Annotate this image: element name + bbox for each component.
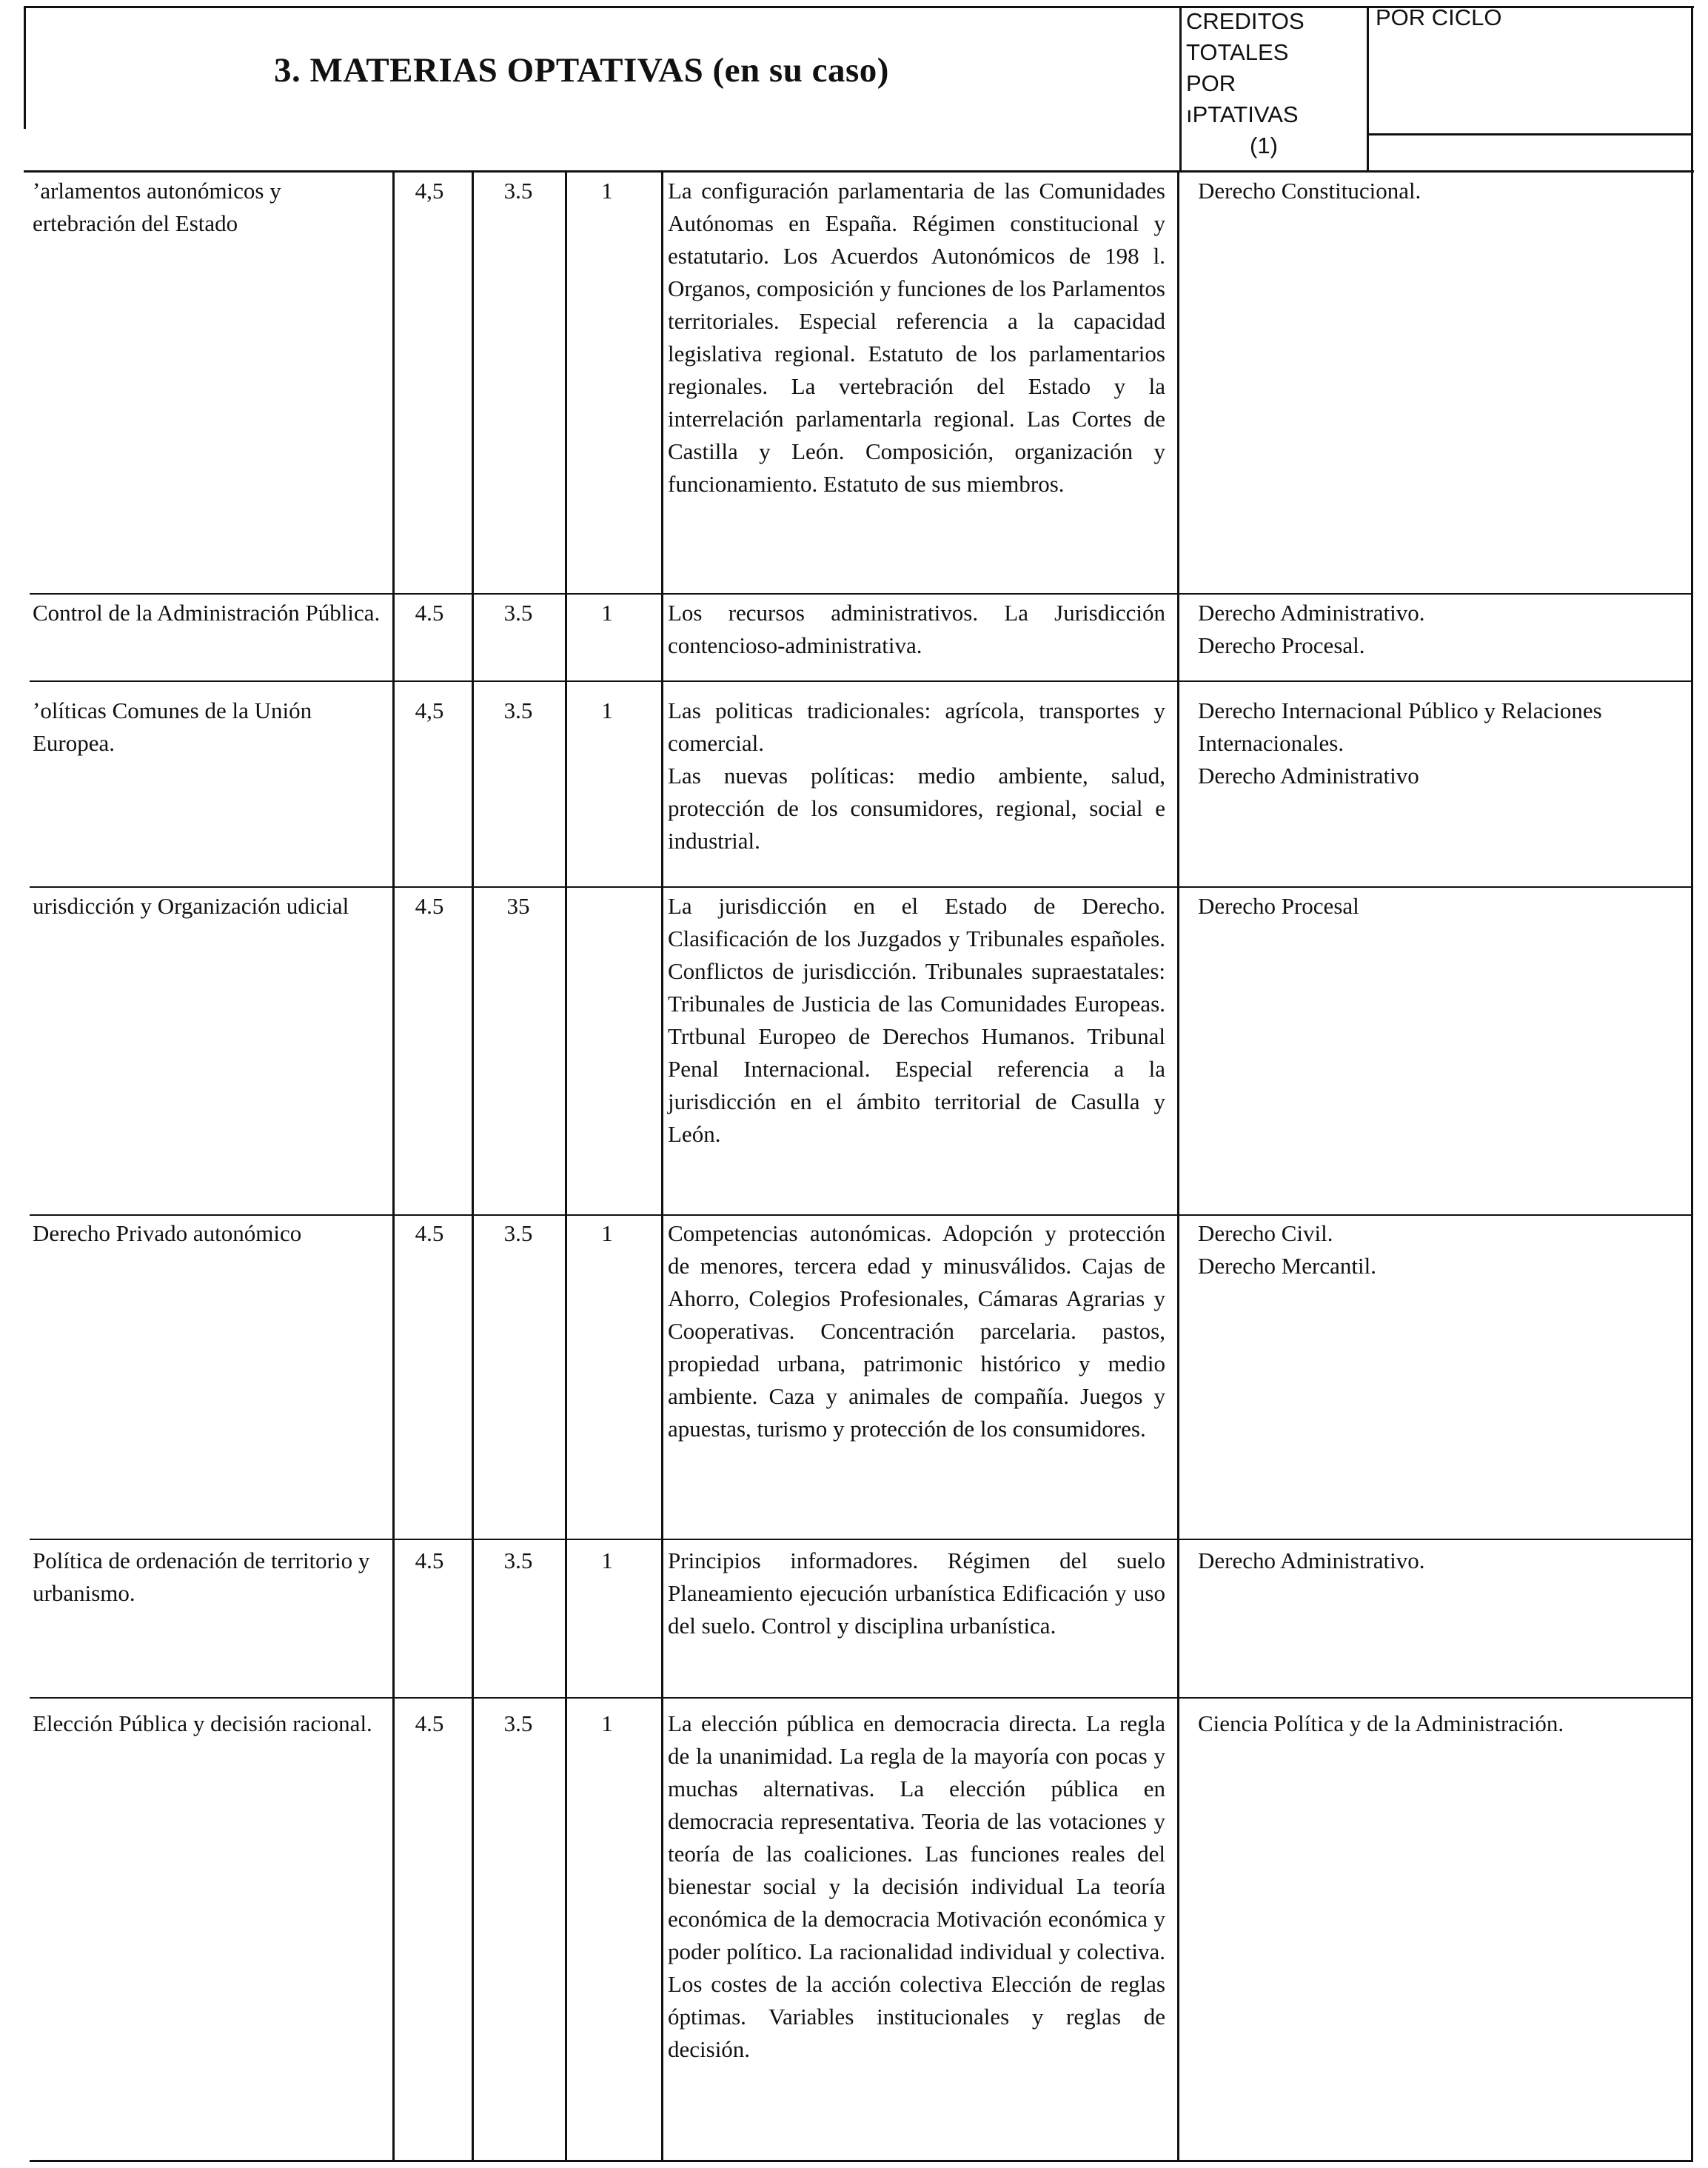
col-rule-c3	[661, 173, 663, 2162]
col-rule-c2	[565, 173, 567, 2162]
materia-name: ʼolíticas Comunes de la Unión Europea.	[33, 697, 312, 756]
col-rule-desc	[1177, 173, 1179, 2162]
creditos-header	[1186, 6, 1364, 161]
materia-description: Principios informadores. Régimen del suelo Planeamiento ejecución urbanística Edificación y uso del suelo. Control y disciplina urbanística.	[668, 1548, 1165, 1639]
knowledge-areas: Derecho Constitucional.	[1198, 178, 1421, 204]
materia-description: Las politicas tradicionales: agrícola, transportes y comercial. Las nuevas políticas: medio ambiente, salud, protección de los consumidores, regional, social e industrial.	[668, 697, 1165, 854]
row-rule	[30, 1214, 1693, 1216]
table-bottom-rule	[30, 2160, 1693, 2162]
materia-description: La configuración parlamentaria de las Comunidades Autónomas en España. Régimen constitucional y estatutario. Los Acuerdos Autonómicos de 198 l. Organos, composición y funciones de los Parlamentos territoriales. Especial referencia a la capacidad legislativa regional. Estatuto de los parlamentarios regionales. La vertebración del Estado y la interrelación parlamentarla regional. Las Cortes de Castilla y León. Composición, organización y funcionamiento. Estatuto de sus miembros.	[668, 178, 1165, 497]
credits-total: 4,5	[415, 697, 444, 723]
por-ciclo-header: POR CICLO	[1376, 4, 1502, 30]
knowledge-areas: Derecho Civil. Derecho Mercantil.	[1198, 1220, 1376, 1279]
creditos-line: CREDITOS	[1186, 8, 1305, 34]
credits-practicos: 1	[601, 1710, 613, 1736]
credits-total: 4.5	[415, 600, 444, 626]
materia-name: Política de ordenación de territorio y urbanismo.	[33, 1548, 370, 1606]
knowledge-areas: Ciencia Política y de la Administración.	[1198, 1710, 1564, 1736]
credits-teoricos: 3.5	[503, 1220, 533, 1246]
row-rule	[30, 886, 1693, 888]
col-rule-name	[392, 173, 395, 2162]
materia-description: La elección pública en democracia directa. La regla de la unanimidad. La regla de la mayoría con pocas y muchas alternativas. La elección pública en democracia representativa. Teoria de las votaciones y teoría de las coaliciones. Las funciones reales del bienestar social y la decisión individual La teoría económica de la democracia Motivación económica y poder político. La racionalidad individual y colectiva. Los costes de la acción colectiva Elección de reglas óptimas. Variables institucionales y reglas de decisión.	[668, 1710, 1165, 2062]
materia-name: Derecho Privado autonómico	[33, 1220, 302, 1246]
credits-teoricos: 3.5	[503, 1548, 533, 1573]
row-rule	[30, 593, 1693, 595]
col-rule-c1	[472, 173, 474, 2162]
creditos-line: ıPTATIVAS	[1186, 101, 1299, 127]
credits-practicos: 1	[601, 178, 613, 204]
credits-practicos: 1	[601, 697, 613, 723]
header-ciclo-left-rule	[1367, 6, 1369, 173]
materia-name: urisdicción y Organización udicial	[33, 893, 349, 919]
credits-teoricos: 3.5	[503, 1710, 533, 1736]
materia-name: Control de la Administración Pública.	[33, 600, 381, 626]
credits-total: 4.5	[415, 1710, 444, 1736]
knowledge-areas: Derecho Administrativo. Derecho Procesal.	[1198, 600, 1425, 658]
knowledge-areas: Derecho Administrativo.	[1198, 1548, 1425, 1573]
row-rule	[30, 680, 1693, 682]
credits-practicos: 1	[601, 1220, 613, 1246]
page-title: 3. MATERIAS OPTATIVAS (en su caso)	[274, 51, 889, 90]
knowledge-areas: Derecho Procesal	[1198, 893, 1359, 919]
credits-teoricos: 35	[506, 893, 530, 919]
credits-total: 4.5	[415, 893, 444, 919]
credits-teoricos: 3.5	[503, 697, 533, 723]
materia-description: La jurisdicción en el Estado de Derecho. Clasificación de los Juzgados y Tribunales españoles. Conflictos de jurisdicción. Tribunales supraestatales: Tribunales de Justicia de las Comunidades Europeas. Trtbunal Europeo de Derechos Humanos. Tribunal Penal Internacional. Especial referencia a la jurisdicción en el ámbito territorial de Casulla y León.	[668, 893, 1165, 1147]
materia-description: Los recursos administrativos. La Jurisdicción contencioso-administrativa.	[668, 600, 1165, 658]
creditos-line: (1)	[1250, 133, 1278, 158]
materia-name: Elección Pública y decisión racional.	[33, 1710, 372, 1736]
credits-practicos: 1	[601, 1548, 613, 1573]
header-credit-left-rule	[1179, 6, 1182, 173]
credits-teoricos: 3.5	[503, 178, 533, 204]
materia-description: Competencias autonómicas. Adopción y protección de menores, tercera edad y minusválidos. Cajas de Ahorro, Colegios Profesionales, Cámaras Agrarias y Cooperativas. Concentración parcelaria. pastos, propiedad urbana, patrimonic histórico y medio ambiente. Caza y animales de compañía. Juegos y apuestas, turismo y protección de los consumidores.	[668, 1220, 1165, 1442]
credits-total: 4.5	[415, 1548, 444, 1573]
row-rule	[30, 1697, 1693, 1699]
header-left-rule	[24, 6, 26, 129]
credits-total: 4,5	[415, 178, 444, 204]
creditos-line: POR	[1186, 70, 1236, 96]
header-ciclo-mid-rule	[1367, 133, 1693, 136]
header-bottom-rule	[24, 170, 1694, 173]
credits-practicos: 1	[601, 600, 613, 626]
materia-name: ʼarlamentos autonómicos y ertebración del Estado	[33, 178, 281, 236]
header-right-rule	[1691, 6, 1693, 2162]
knowledge-areas: Derecho Internacional Público y Relaciones Internacionales. Derecho Administrativo	[1198, 697, 1602, 789]
row-rule	[30, 1539, 1693, 1540]
creditos-line: TOTALES	[1186, 39, 1289, 65]
credits-teoricos: 3.5	[503, 600, 533, 626]
credits-total: 4.5	[415, 1220, 444, 1246]
